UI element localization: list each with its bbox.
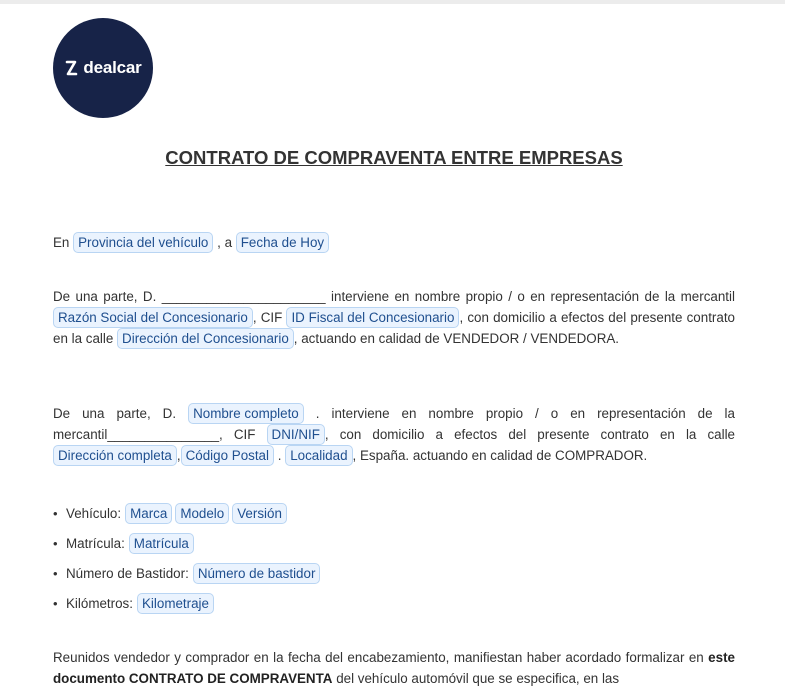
agreement-text-1: Reunidos vendedor y comprador en la fecha del encabezamiento, manifiestan haber acordado formalizar en [53,650,704,665]
date-field[interactable]: Fecha de Hoy [236,232,329,253]
list-item-plate [53,528,320,558]
buyer-text-6: , España. actuando en calidad de COMPRADOR. [352,448,648,463]
list-item-vin [53,558,320,588]
buyer-text-4: , con domicilio a efectos del presente contrato en la calle [324,427,735,442]
buyer-paragraph: De una parte, D. Nombre completo . interviene en nombre propio / o en representación de la mercantil_______________, CIF DNI/NIF , con domicilio a efectos del presente contrato en la calle Dirección completa , Código Postal . Localidad , España. actuando en calidad de COMPRADOR. [53,403,735,466]
version-field[interactable]: Versión [232,503,287,524]
buyer-text-3: , CIF [219,427,256,442]
list-item-km [53,588,320,618]
buyer-locality-field[interactable]: Localidad [285,445,352,466]
km-field[interactable]: Kilometraje [137,593,214,614]
top-edge-bar [0,0,785,4]
buyer-dni-field[interactable]: DNI/NIF [267,424,325,445]
agreement-paragraph [53,647,735,689]
vin-field[interactable]: Número de bastidor [193,563,321,584]
buyer-name-field[interactable]: Nombre completo [188,403,304,424]
list-item-vehicle [53,498,320,528]
place-prefix: En [53,235,70,250]
seller-text-3: , CIF [252,310,283,325]
agreement-text-2: del vehículo automóvil que se especifica, en las [336,671,620,686]
buyer-text-2: . interviene en nombre propio / o en representación de la mercantil [53,406,735,442]
bullet: • [53,505,58,521]
buyer-text-1: De una parte, D. [53,406,177,421]
seller-text-2: interviene en nombre propio / o en representación de la mercantil [331,289,735,304]
province-field[interactable]: Provincia del vehículo [73,232,213,253]
vehicle-details-list [53,498,320,618]
bullet: • [53,565,58,581]
seller-text-5: , actuando en calidad de VENDEDOR / VENDEDORA. [293,331,620,346]
contract-title: CONTRATO DE COMPRAVENTA ENTRE EMPRESAS [165,147,623,168]
seller-paragraph [53,286,735,349]
model-field[interactable]: Modelo [175,503,229,524]
logo-text: dealcar [83,58,142,77]
dealcar-logo [53,18,153,118]
plate-label: Matrícula: [66,535,125,551]
place-sep: , a [217,235,233,250]
seller-text-1: De una parte, D. [53,289,157,304]
vehicle-label: Vehículo: [66,505,122,521]
bullet: • [53,595,58,611]
km-label: Kilómetros: [66,595,133,611]
seller-name-blank: ______________________ [161,289,326,304]
seller-company-field[interactable]: Razón Social del Concesionario [53,307,253,328]
buyer-address-field[interactable]: Dirección completa [53,445,177,466]
dealcar-logo-icon [64,60,80,76]
place-date-line [53,232,735,253]
buyer-text-5: . [277,448,282,463]
agreement-bold: este documento CONTRATO DE COMPRAVENTA [53,650,735,686]
brand-field[interactable]: Marca [125,503,172,524]
vin-label: Número de Bastidor: [66,565,189,581]
seller-text-4: , con domicilio a efectos del presente contrato en la calle [53,310,735,346]
seller-address-field[interactable]: Dirección del Concesionario [117,328,294,349]
bullet: • [53,535,58,551]
buyer-postal-field[interactable]: Código Postal [181,445,274,466]
plate-field[interactable]: Matrícula [129,533,194,554]
seller-tax-id-field[interactable]: ID Fiscal del Concesionario [286,307,459,328]
buyer-company-blank: _______________ [107,427,220,442]
